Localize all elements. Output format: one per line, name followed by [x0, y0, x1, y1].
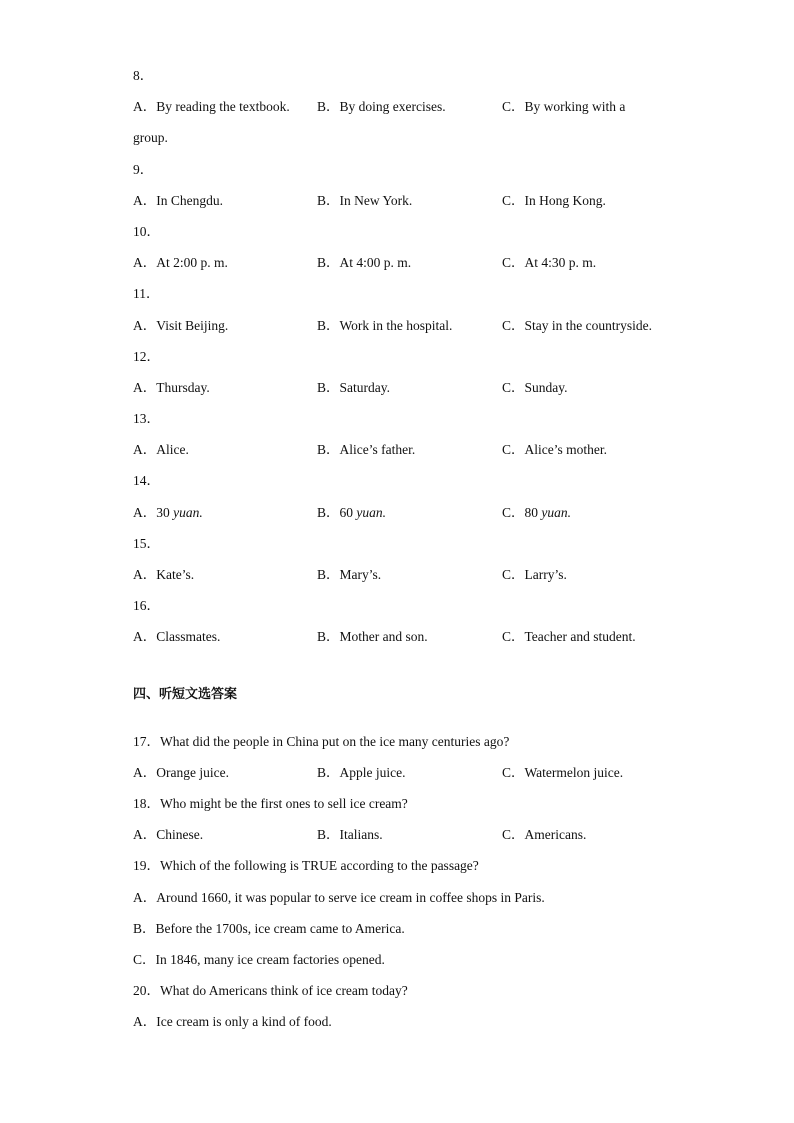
section-spacer-top — [133, 659, 693, 685]
option-c-amount: C．80 — [502, 504, 542, 520]
option-c: C．Teacher and student. — [502, 629, 636, 645]
option-a: A．Classmates. — [133, 629, 221, 645]
question-number: 13． — [133, 411, 160, 427]
option-a — [133, 503, 203, 523]
currency-unit: yuan. — [356, 504, 387, 520]
question-number: 11． — [133, 286, 160, 302]
option-b-amount: B．60 — [317, 504, 357, 520]
option-a: A．Thursday. — [133, 379, 210, 395]
question-9-number — [133, 160, 693, 191]
question-11-number — [133, 284, 693, 315]
question-20-text — [133, 981, 693, 1012]
question-17-text — [133, 732, 693, 763]
question-17-options — [133, 763, 693, 794]
question-number: 14． — [133, 473, 160, 489]
exam-page — [133, 66, 693, 1043]
question-number: 15． — [133, 535, 160, 551]
option-a: A．Orange juice. — [133, 764, 229, 780]
question-number: 9． — [133, 161, 154, 177]
option-a: A．In Chengdu. — [133, 192, 223, 208]
option-b: B．Mother and son. — [317, 629, 428, 645]
option-b — [317, 503, 386, 523]
option-a: A．By reading the textbook. — [133, 99, 290, 115]
question-text: 20．What do Americans think of ice cream today? — [133, 983, 408, 999]
option-c-continuation: group. — [133, 130, 168, 146]
question-20-option-a — [133, 1012, 693, 1043]
option-b: B．At 4:00 p. m. — [317, 255, 412, 271]
question-8-number — [133, 66, 693, 97]
option-c: C．In 1846, many ice cream factories opened. — [133, 951, 385, 967]
question-15-options — [133, 565, 693, 596]
currency-unit: yuan. — [173, 504, 203, 520]
question-text: 17．What did the people in China put on the ice many centuries ago? — [133, 733, 510, 749]
option-b: B．Italians. — [317, 827, 383, 843]
option-c: C．Sunday. — [502, 379, 568, 395]
option-c: C．Watermelon juice. — [502, 764, 624, 780]
option-c: C．Larry’s. — [502, 567, 567, 582]
section-spacer-bottom — [133, 705, 693, 732]
question-9-options — [133, 191, 693, 222]
question-text: 19．Which of the following is TRUE according to the passage? — [133, 858, 479, 874]
question-10-options — [133, 253, 693, 284]
option-c: C．At 4:30 p. m. — [502, 255, 597, 271]
question-18-options — [133, 825, 693, 856]
question-14-number — [133, 471, 693, 502]
option-c: C．By working with a — [502, 99, 626, 115]
option-b: B．Mary’s. — [317, 567, 382, 582]
question-19-option-a — [133, 888, 693, 919]
question-14-options — [133, 503, 693, 534]
option-a: A．At 2:00 p. m. — [133, 255, 228, 271]
option-c: C．In Hong Kong. — [502, 192, 606, 208]
option-b: B．Before the 1700s, ice cream came to America. — [133, 920, 405, 936]
question-13-number — [133, 409, 693, 440]
option-a: A．Kate’s. — [133, 567, 195, 582]
question-19-text — [133, 856, 693, 887]
option-c — [502, 503, 571, 523]
question-13-options — [133, 440, 693, 471]
question-16-number — [133, 596, 693, 627]
option-a: A．Visit Beijing. — [133, 317, 229, 333]
option-a: A．Alice. — [133, 442, 189, 458]
question-8-option-c-wrap — [133, 128, 693, 159]
option-b: B．Apple juice. — [317, 764, 406, 780]
question-number: 10． — [133, 223, 160, 239]
question-number: 16． — [133, 598, 160, 614]
option-c: C．Stay in the countryside. — [502, 317, 652, 333]
question-18-text — [133, 794, 693, 825]
question-10-number — [133, 222, 693, 253]
question-19-option-c — [133, 950, 693, 981]
question-number: 12． — [133, 348, 160, 364]
option-b: B．In New York. — [317, 192, 413, 208]
question-12-number — [133, 347, 693, 378]
option-c: C．Alice’s mother. — [502, 442, 607, 458]
option-b: B．Saturday. — [317, 379, 390, 395]
question-number: 8． — [133, 68, 154, 83]
option-a: A．Around 1660, it was popular to serve ice cream in coffee shops in Paris. — [133, 889, 545, 905]
option-c: C．Americans. — [502, 827, 587, 843]
option-a: A．Ice cream is only a kind of food. — [133, 1014, 332, 1030]
question-11-options — [133, 316, 693, 347]
option-b: B．By doing exercises. — [317, 99, 446, 115]
option-a: A．Chinese. — [133, 827, 204, 843]
question-8-options — [133, 97, 693, 128]
currency-unit: yuan. — [541, 504, 572, 520]
option-a-amount: A．30 — [133, 504, 174, 520]
section-heading: 四、听短文选答案 — [133, 686, 238, 702]
question-19-option-b — [133, 919, 693, 950]
question-text: 18．Who might be the first ones to sell ice cream? — [133, 795, 408, 811]
question-15-number — [133, 534, 693, 565]
option-b: B．Work in the hospital. — [317, 317, 453, 333]
option-b: B．Alice’s father. — [317, 442, 416, 458]
question-16-options — [133, 627, 693, 658]
question-12-options — [133, 378, 693, 409]
